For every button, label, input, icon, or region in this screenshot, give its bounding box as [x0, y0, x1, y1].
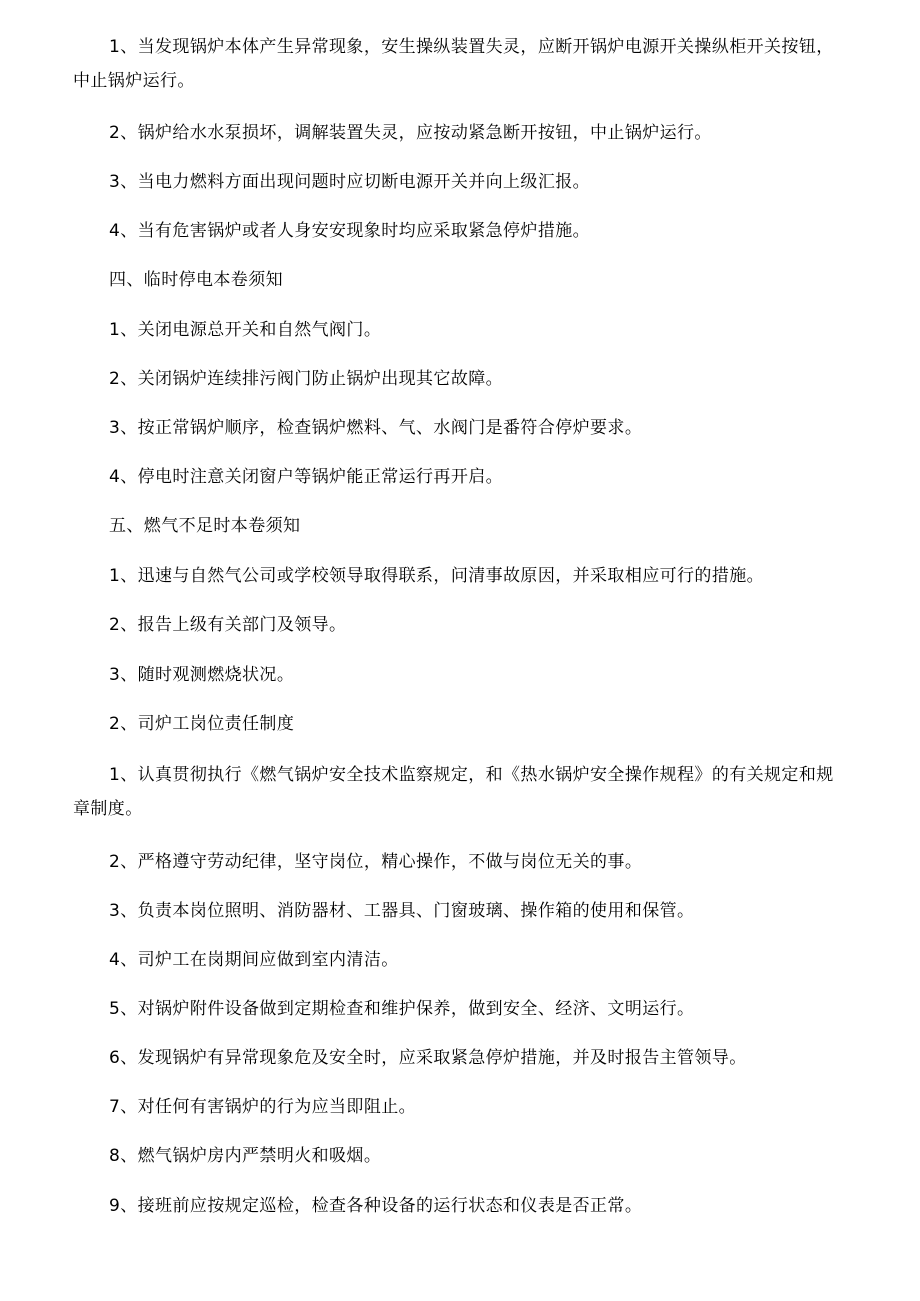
paragraph-outage-item-3: 3、按正常锅炉顺序，检查锅炉燃料、气、水阀门是番符合停炉要求。	[109, 418, 643, 438]
paragraph-duty-item-4: 4、司炉工在岗期间应做到室内清洁。	[109, 950, 399, 970]
paragraph-outage-item-1: 1、关闭电源总开关和自然气阀门。	[109, 320, 382, 340]
paragraph-gas-item-1: 1、迅速与自然气公司或学校领导取得联系，问清事故原因，并采取相应可行的措施。	[109, 566, 765, 586]
paragraph-duty-item-9: 9、接班前应按规定巡检，检查各种设备的运行状态和仪表是否正常。	[109, 1196, 643, 1216]
paragraph-duty-item-5: 5、对锅炉附件设备做到定期检查和维护保养，做到安全、经济、文明运行。	[109, 999, 695, 1019]
paragraph-outage-item-2: 2、关闭锅炉连续排污阀门防止锅炉出现其它故障。	[109, 369, 504, 389]
paragraph-duty-item-1: 1、认真贯彻执行《燃气锅炉安全技术监察规定，和《热水锅炉安全操作规程》的有关规定和规章制度。	[73, 765, 834, 819]
paragraph-gas-item-3: 3、随时观测燃烧状况。	[109, 665, 295, 685]
paragraph-duty-item-8: 8、燃气锅炉房内严禁明火和吸烟。	[109, 1146, 382, 1166]
section-heading-stoker-duties: 2、司炉工岗位责任制度	[109, 714, 295, 734]
paragraph-gas-item-2: 2、报告上级有关部门及领导。	[109, 615, 347, 635]
paragraph-outage-item-4: 4、停电时注意关闭窗户等锅炉能正常运行再开启。	[109, 467, 504, 487]
paragraph-emergency-item-4: 4、当有危害锅炉或者人身安安现象时均应采取紧急停炉措施。	[109, 221, 591, 241]
paragraph-duty-item-6: 6、发现锅炉有异常现象危及安全时，应采取紧急停炉措施，并及时报告主管领导。	[109, 1048, 747, 1068]
paragraph-emergency-item-3: 3、当电力燃料方面出现问题时应切断电源开关并向上级汇报。	[109, 172, 591, 192]
section-heading-gas-shortage: 五、燃气不足时本卷须知	[109, 516, 301, 536]
paragraph-duty-item-2: 2、严格遵守劳动纪律，坚守岗位，精心操作，不做与岗位无关的事。	[109, 852, 643, 872]
paragraph-emergency-item-1: 1、当发现锅炉本体产生异常现象，安生操纵装置失灵，应断开锅炉电源开关操纵柜开关按钮，中止锅炉运行。	[73, 37, 834, 91]
paragraph-duty-item-3: 3、负责本岗位照明、消防器材、工器具、门窗玻璃、操作箱的使用和保管。	[109, 901, 695, 921]
paragraph-duty-item-7: 7、对任何有害锅炉的行为应当即阻止。	[109, 1097, 417, 1117]
section-heading-power-outage: 四、临时停电本卷须知	[109, 270, 283, 290]
paragraph-emergency-item-2: 2、锅炉给水水泵损坏，调解装置失灵，应按动紧急断开按钮，中止锅炉运行。	[109, 123, 712, 143]
